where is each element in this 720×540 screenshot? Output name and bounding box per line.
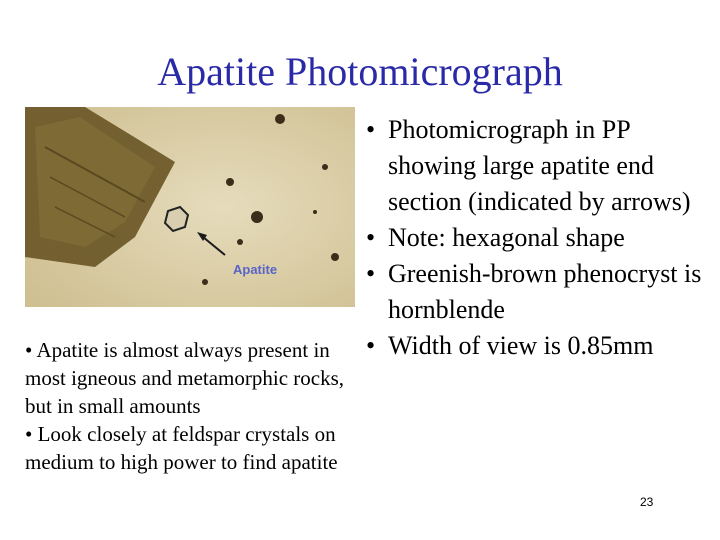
bullet-list bbox=[360, 112, 705, 364]
notes-text bbox=[25, 336, 360, 476]
bullet-item: • Width of view is 0.85mm bbox=[366, 331, 654, 360]
bullet-item: • Note: hexagonal shape bbox=[366, 223, 625, 252]
note-paragraph: • Apatite is almost always present in most igneous and metamorphic rocks, but in small amounts bbox=[25, 338, 345, 418]
apatite-label: Apatite bbox=[233, 262, 278, 277]
slide-number: 23 bbox=[640, 495, 654, 509]
apatite-hexagon bbox=[165, 207, 188, 231]
bullet-item: • Greenish-brown phenocryst is hornblende bbox=[366, 259, 702, 324]
photomicrograph-image bbox=[25, 107, 355, 307]
note-paragraph: • Look closely at feldspar crystals on medium to high power to find apatite bbox=[25, 422, 338, 474]
slide-title: Apatite Photomicrograph bbox=[157, 49, 563, 94]
bullet-item: • Photomicrograph in PP showing large apatite end section (indicated by arrows) bbox=[366, 115, 691, 216]
